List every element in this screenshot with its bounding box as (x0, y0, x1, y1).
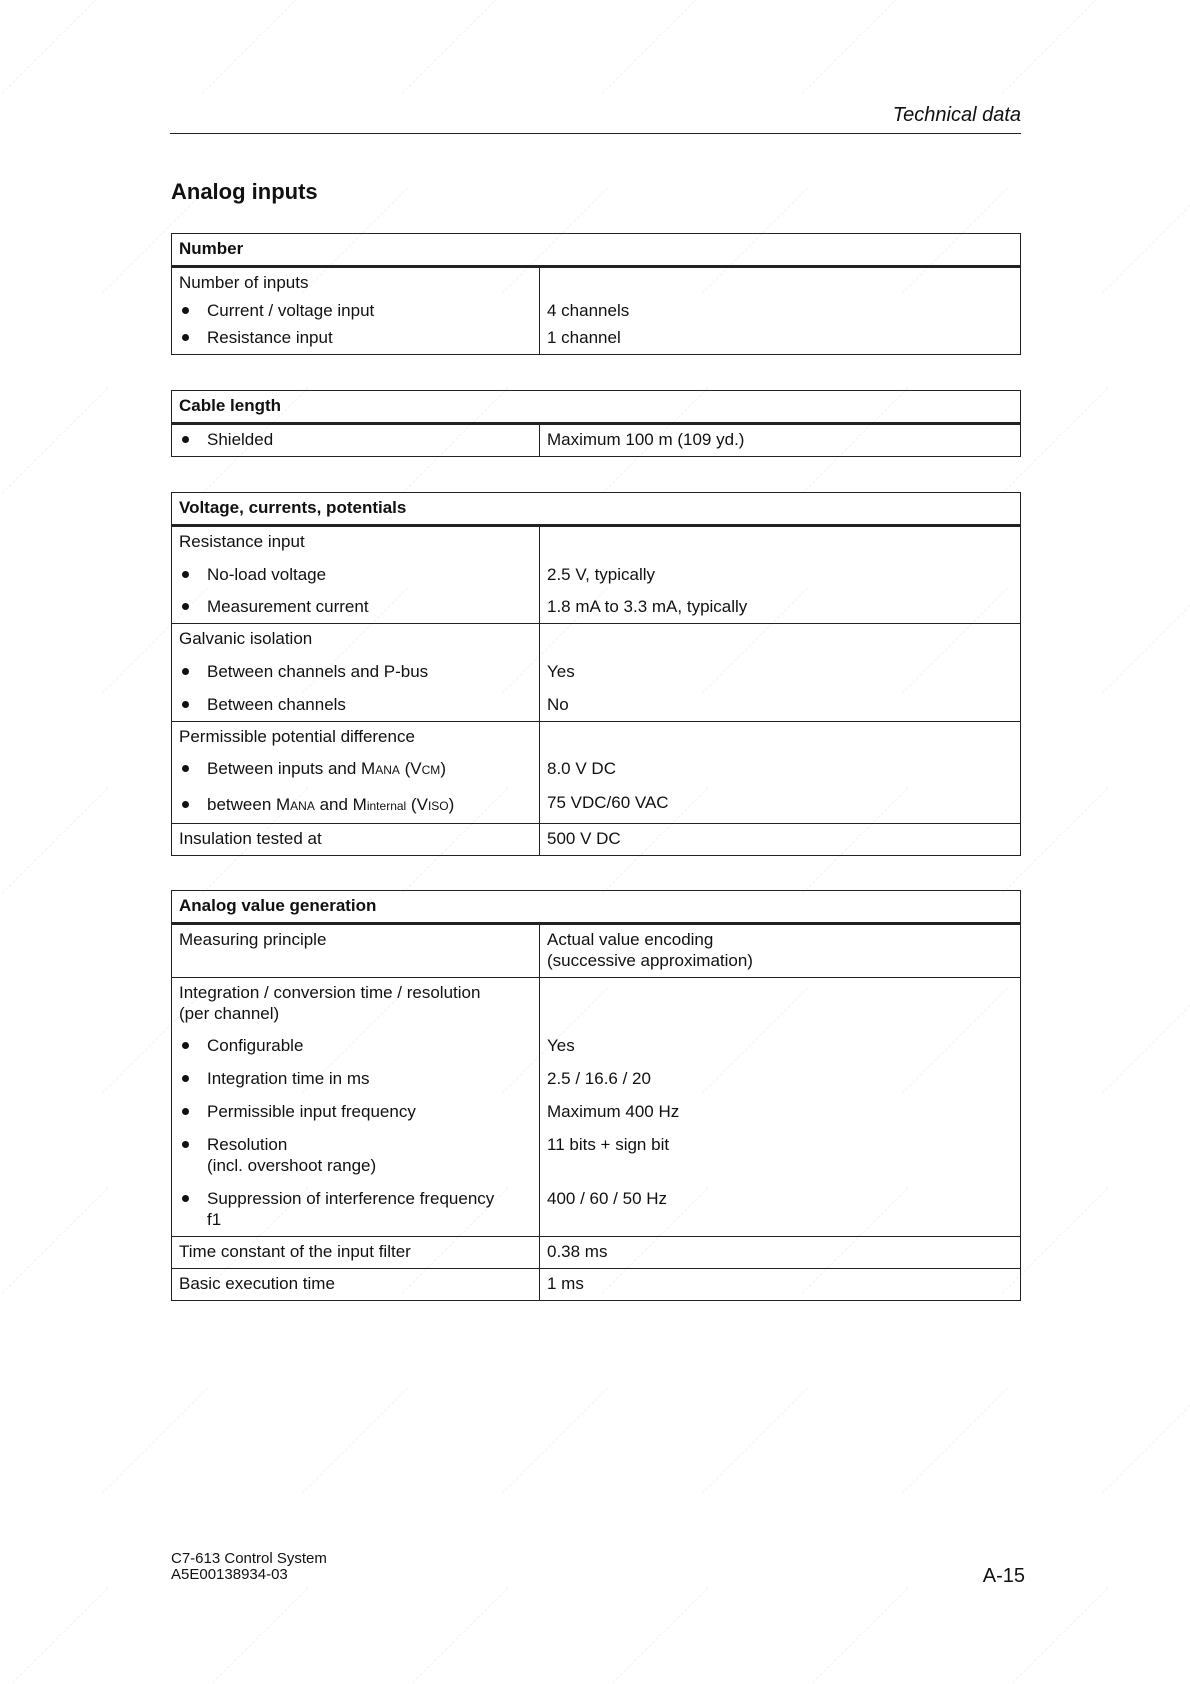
analog-value-table (171, 890, 1021, 1301)
value-text: 400 / 60 / 50 Hz (547, 1189, 668, 1208)
value-text: 8.0 V DC (547, 759, 616, 778)
value-cell (540, 978, 1021, 1237)
watermark-mark (802, 1587, 909, 1684)
watermark-mark (202, 0, 309, 94)
watermark-mark (802, 0, 909, 94)
table-row (172, 924, 1021, 978)
bullet-item: Between channels and P-bus (179, 661, 532, 682)
label-cell (172, 267, 540, 355)
bullet-item: Measurement current (179, 596, 532, 617)
value-text: 2.5 / 16.6 / 20 (547, 1069, 651, 1088)
table-heading: Number (172, 234, 1021, 267)
footer-product: C7-613 Control System (171, 1550, 327, 1567)
bullet-item: Shielded (179, 429, 532, 450)
group-label: Number of inputs (179, 273, 309, 292)
watermark-mark (1002, 0, 1109, 94)
value-text: 1.8 mA to 3.3 mA, typically (547, 597, 748, 616)
watermark-mark (602, 0, 709, 94)
value-cell (540, 267, 1021, 355)
value-text: Yes (547, 662, 575, 681)
table-row (172, 722, 1021, 824)
cable-table (171, 390, 1021, 457)
bullet-item: Between channels (179, 694, 532, 715)
value-cell: Maximum 100 m (109 yd.) (540, 424, 1021, 457)
label-cell (172, 978, 540, 1237)
table-row (172, 1269, 1021, 1301)
table-row (172, 424, 1021, 457)
value-text: Maximum 400 Hz (547, 1102, 680, 1121)
bullet-item: No-load voltage (179, 564, 532, 585)
section-title: Analog inputs (171, 179, 318, 204)
bullet-item: Current / voltage input (179, 300, 532, 321)
label-cell (172, 624, 540, 722)
watermark-mark (2, 1187, 109, 1294)
watermark-mark (402, 1587, 509, 1684)
watermark-mark (702, 1387, 809, 1494)
value-text: 1 channel (547, 328, 621, 347)
label-cell: Time constant of the input filter (172, 1237, 540, 1269)
table-row (172, 824, 1021, 856)
table-row (172, 1237, 1021, 1269)
watermark-mark (1102, 1387, 1190, 1494)
label-cell: Basic execution time (172, 1269, 540, 1301)
group-label: Galvanic isolation (179, 629, 313, 648)
label-cell: Measuring principle (172, 924, 540, 978)
value-text: Yes (547, 1036, 575, 1055)
table-heading: Cable length (172, 391, 1021, 424)
label-cell (172, 424, 540, 457)
bullet-item: Resistance input (179, 327, 532, 348)
label-cell: Insulation tested at (172, 824, 540, 856)
group-label: Permissible potential difference (179, 727, 415, 746)
bullet-item: between MANA and Minternal (VISO) (179, 794, 532, 817)
value-text: No (547, 695, 569, 714)
watermark-mark (2, 387, 109, 494)
watermark-mark (2, 787, 109, 894)
watermark-mark (1002, 1587, 1109, 1684)
table-row (172, 267, 1021, 355)
footer-order-number: A5E00138934-03 (171, 1566, 288, 1583)
watermark-mark (502, 1387, 609, 1494)
number-table (171, 233, 1021, 355)
watermark-mark (302, 1387, 409, 1494)
bullet-item: Resolution (incl. overshoot range) (179, 1134, 532, 1176)
voltage-table (171, 492, 1021, 856)
value-text: (successive approximation) (547, 951, 753, 970)
label-cell (172, 722, 540, 824)
running-header: Technical data (892, 104, 1021, 126)
value-cell: 1 ms (540, 1269, 1021, 1301)
value-text: 4 channels (547, 301, 630, 320)
bullet-item: Suppression of interference frequency f1 (179, 1188, 532, 1230)
watermark-mark (1102, 987, 1190, 1094)
value-cell: 500 V DC (540, 824, 1021, 856)
value-text: 2.5 V, typically (547, 565, 656, 584)
table-row (172, 526, 1021, 624)
value-cell: 0.38 ms (540, 1237, 1021, 1269)
watermark-mark (402, 0, 509, 94)
watermark-mark (102, 1387, 209, 1494)
value-text: 11 bits + sign bit (547, 1135, 670, 1154)
bullet-item: Integration time in ms (179, 1068, 532, 1089)
watermark-mark (202, 1587, 309, 1684)
value-text: Actual value encoding (547, 930, 714, 949)
watermark-mark (2, 1587, 109, 1684)
value-cell (540, 722, 1021, 824)
watermark-mark (1102, 187, 1190, 294)
bullet-item: Between inputs and MANA (VCM) (179, 758, 532, 781)
header-rule (170, 133, 1021, 134)
value-cell (540, 526, 1021, 624)
table-row (172, 978, 1021, 1237)
footer-document-info (171, 1551, 327, 1583)
label-cell (172, 526, 540, 624)
group-label: Resistance input (179, 532, 305, 551)
watermark-mark (2, 0, 109, 94)
bullet-item: Permissible input frequency (179, 1101, 532, 1122)
table-heading: Analog value generation (172, 891, 1021, 924)
value-text: 75 VDC/60 VAC (547, 793, 669, 812)
bullet-item: Configurable (179, 1035, 532, 1056)
watermark-mark (902, 1387, 1009, 1494)
watermark-mark (602, 1587, 709, 1684)
group-label: Integration / conversion time / resolution (179, 983, 481, 1002)
value-cell (540, 924, 1021, 978)
table-heading: Voltage, currents, potentials (172, 493, 1021, 526)
group-label: (per channel) (179, 1004, 280, 1023)
table-row (172, 624, 1021, 722)
page-number: A-15 (982, 1565, 1025, 1587)
value-cell (540, 624, 1021, 722)
watermark-mark (1102, 587, 1190, 694)
